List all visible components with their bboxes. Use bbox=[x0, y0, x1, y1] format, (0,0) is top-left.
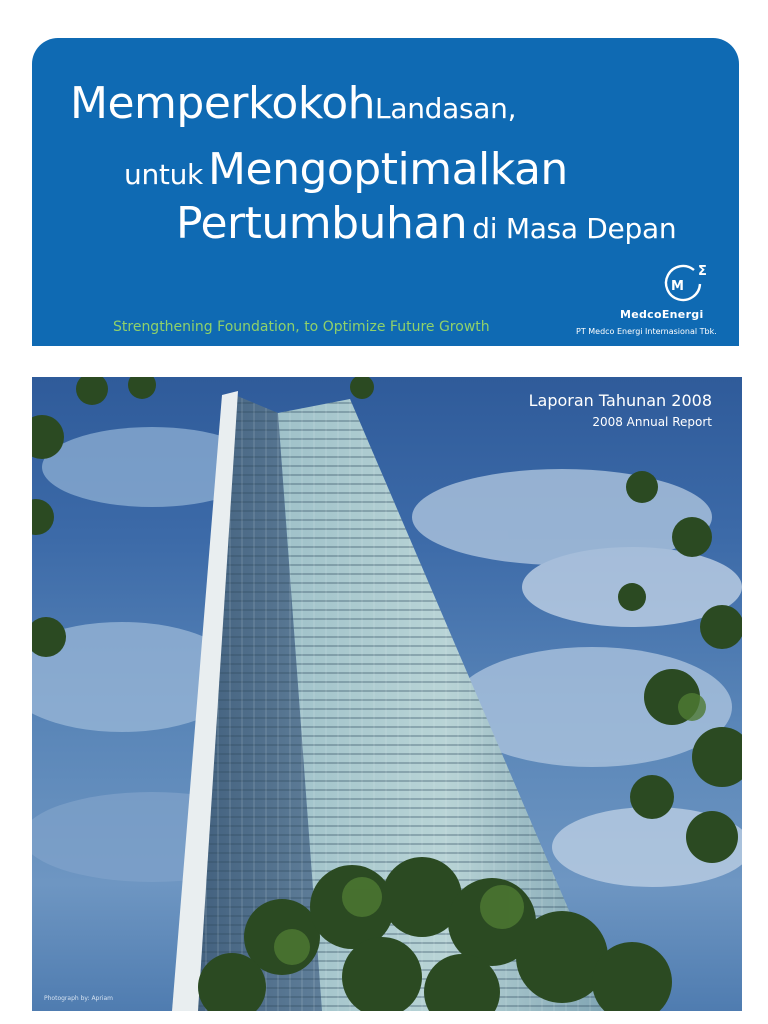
title-word-memperkokoh: Memperkokoh bbox=[70, 78, 376, 129]
photo-credit: Photograph by: Apriam bbox=[44, 995, 114, 1002]
tower-photo-illustration bbox=[32, 377, 742, 1011]
report-title: Laporan Tahunan 2008 bbox=[528, 391, 712, 410]
cover-header-panel bbox=[32, 38, 739, 346]
title-word-landasan: Landasan, bbox=[375, 92, 517, 125]
title-words-di-masa-depan: di Masa Depan bbox=[472, 212, 677, 245]
title-line-1 bbox=[70, 78, 516, 129]
medcoenergi-logo-icon bbox=[654, 260, 714, 306]
svg-text:M: M bbox=[671, 279, 684, 294]
report-subtitle: 2008 Annual Report bbox=[592, 415, 712, 429]
english-tagline: Strengthening Foundation, to Optimize Future Growth bbox=[113, 319, 490, 335]
company-name: PT Medco Energi Internasional Tbk. bbox=[576, 327, 717, 336]
title-word-untuk: untuk bbox=[124, 158, 203, 191]
brand-name: MedcoEnergi bbox=[620, 308, 704, 321]
svg-text:Σ: Σ bbox=[698, 264, 707, 279]
title-line-2 bbox=[124, 144, 568, 195]
title-word-pertumbuhan: Pertumbuhan bbox=[176, 198, 468, 249]
cover-photo bbox=[32, 377, 742, 1011]
report-title-block bbox=[529, 391, 712, 429]
title-line-3 bbox=[176, 198, 676, 249]
title-word-mengoptimalkan: Mengoptimalkan bbox=[208, 144, 568, 195]
